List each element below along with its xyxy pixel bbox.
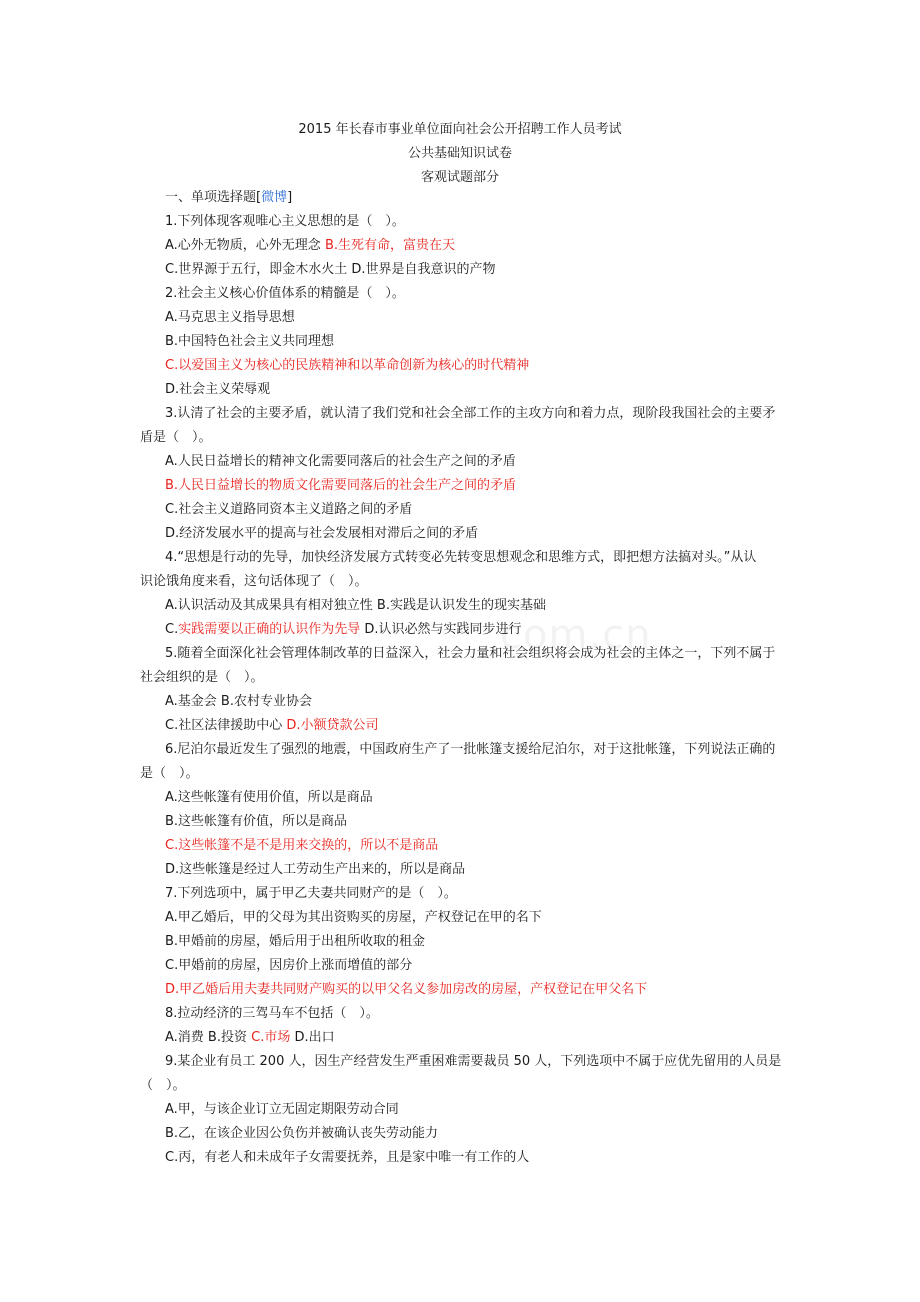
question-2-answer: C.以爱国主义为核心的民族精神和以革命创新为核心的时代精神	[165, 358, 530, 373]
question-9-stem: 9.某企业有员工 200 人，因生产经营发生严重困难需要裁员 50 人，下列选项中不属于应优先留用的人员是	[165, 1054, 782, 1069]
question-4-answer: 实践需要以正确的认识作为先导	[178, 622, 361, 637]
question-7-answer: D.甲乙婚后用夫妻共同财产购买的以甲父名义参加房改的房屋，产权登记在甲父名下	[165, 982, 648, 997]
question-4-options-ab: A.认识活动及其成果具有相对独立性 B.实践是认识发生的现实基础	[165, 598, 546, 613]
question-6-option-d: D.这些帐篷是经过人工劳动生产出来的，所以是商品	[165, 862, 466, 877]
question-3-stem: 3.认清了社会的主要矛盾，就认清了我们党和社会全部工作的主攻方向和着力点，现阶段我国社会的主要矛	[165, 406, 776, 421]
question-1-option-a: A.心外无物质，心外无理念	[165, 238, 325, 253]
question-3-option-c: C.社会主义道路同资本主义道路之间的矛盾	[165, 502, 413, 517]
section-label: 一、单项选择题[	[165, 190, 262, 205]
question-6-stem-cont: 是（ ）。	[140, 766, 199, 781]
weibo-link[interactable]: 微博	[261, 190, 288, 205]
question-2-stem: 2.社会主义核心价值体系的精髓是（ ）。	[165, 286, 405, 301]
question-9-option-a: A.甲，与该企业订立无固定期限劳动合同	[165, 1102, 399, 1117]
question-4-option-d: D.认识必然与实践同步进行	[360, 622, 522, 637]
question-5-options-ab: A.基金会 B.农村专业协会	[165, 694, 312, 709]
question-5-option-c: C.社区法律援助中心	[165, 718, 287, 733]
question-8-options-ab: A.消费 B.投资	[165, 1030, 252, 1045]
question-2-option-b: B.中国特色社会主义共同理想	[165, 334, 335, 349]
question-5-options-cd	[165, 718, 379, 734]
exam-title: 2015 年长春市事业单位面向社会公开招聘工作人员考试	[298, 122, 622, 137]
question-9-stem-cont: （ ）。	[140, 1078, 186, 1093]
question-8-answer: C.市场	[251, 1030, 291, 1045]
question-1-options-cd: C.世界源于五行，即金木水火土 D.世界是自我意识的产物	[165, 262, 496, 277]
question-9-option-b: B.乙，在该企业因公负伤并被确认丧失劳动能力	[165, 1126, 439, 1141]
question-8-stem: 8.拉动经济的三驾马车不包括（ ）。	[165, 1006, 379, 1021]
question-4-option-c-prefix: C.	[165, 622, 179, 637]
question-2-option-a: A.马克思主义指导思想	[165, 310, 295, 325]
question-8-option-d: D.出口	[290, 1030, 335, 1045]
question-1-options-ab	[165, 238, 455, 254]
section-close: ]	[287, 190, 293, 205]
question-4-options-cd	[165, 622, 522, 638]
question-9-option-c: C.丙，有老人和未成年子女需要抚养，且是家中唯一有工作的人	[165, 1150, 530, 1165]
question-5-stem-cont: 社会组织的是（ ）。	[140, 670, 264, 685]
question-3-answer: B.人民日益增长的物质文化需要同落后的社会生产之间的矛盾	[165, 478, 517, 493]
question-3-option-a: A.人民日益增长的精神文化需要同落后的社会生产之间的矛盾	[165, 454, 516, 469]
question-3-option-d: D.经济发展水平的提高与社会发展相对滞后之间的矛盾	[165, 526, 479, 541]
question-7-option-c: C.甲婚前的房屋，因房价上涨而增值的部分	[165, 958, 413, 973]
question-2-option-d: D.社会主义荣辱观	[165, 382, 271, 397]
question-8-options	[165, 1030, 335, 1046]
question-6-option-a: A.这些帐篷有使用价值，所以是商品	[165, 790, 373, 805]
question-7-option-a: A.甲乙婚后，甲的父母为其出资购买的房屋，产权登记在甲的名下	[165, 910, 542, 925]
section-heading	[165, 190, 292, 206]
question-1-stem: 1.下列体现客观唯心主义思想的是（ ）。	[165, 214, 405, 229]
watermark: com.cn	[500, 612, 652, 658]
section-subtitle: 客观试题部分	[420, 170, 499, 185]
question-4-stem: 4.“思想是行动的先导，加快经济发展方式转变必先转变思想观念和思维方式，即把想方法搞对头。”从认	[165, 550, 757, 565]
question-5-stem: 5.随着全面深化社会管理体制改革的日益深入，社会力量和社会组织将会成为社会的主体之一，下列不属于	[165, 646, 776, 661]
question-5-answer: D.小额贷款公司	[286, 718, 379, 733]
question-6-stem: 6.尼泊尔最近发生了强烈的地震，中国政府生产了一批帐篷支援给尼泊尔，对于这批帐篷，下列说法正确的	[165, 742, 776, 757]
question-6-answer: C.这些帐篷不是不是用来交换的，所以不是商品	[165, 838, 439, 853]
question-7-option-b: B.甲婚前的房屋，婚后用于出租所收取的租金	[165, 934, 426, 949]
question-4-stem-cont: 识论饿角度来看，这句话体现了（ ）。	[140, 574, 368, 589]
question-6-option-b: B.这些帐篷有价值，所以是商品	[165, 814, 348, 829]
question-7-stem: 7.下列选项中，属于甲乙夫妻共同财产的是（ ）。	[165, 886, 457, 901]
question-3-stem-cont: 盾是（ ）。	[140, 430, 212, 445]
paper-subtitle: 公共基础知识试卷	[407, 146, 512, 161]
question-1-answer: B.生死有命，富贵在天	[324, 238, 455, 253]
